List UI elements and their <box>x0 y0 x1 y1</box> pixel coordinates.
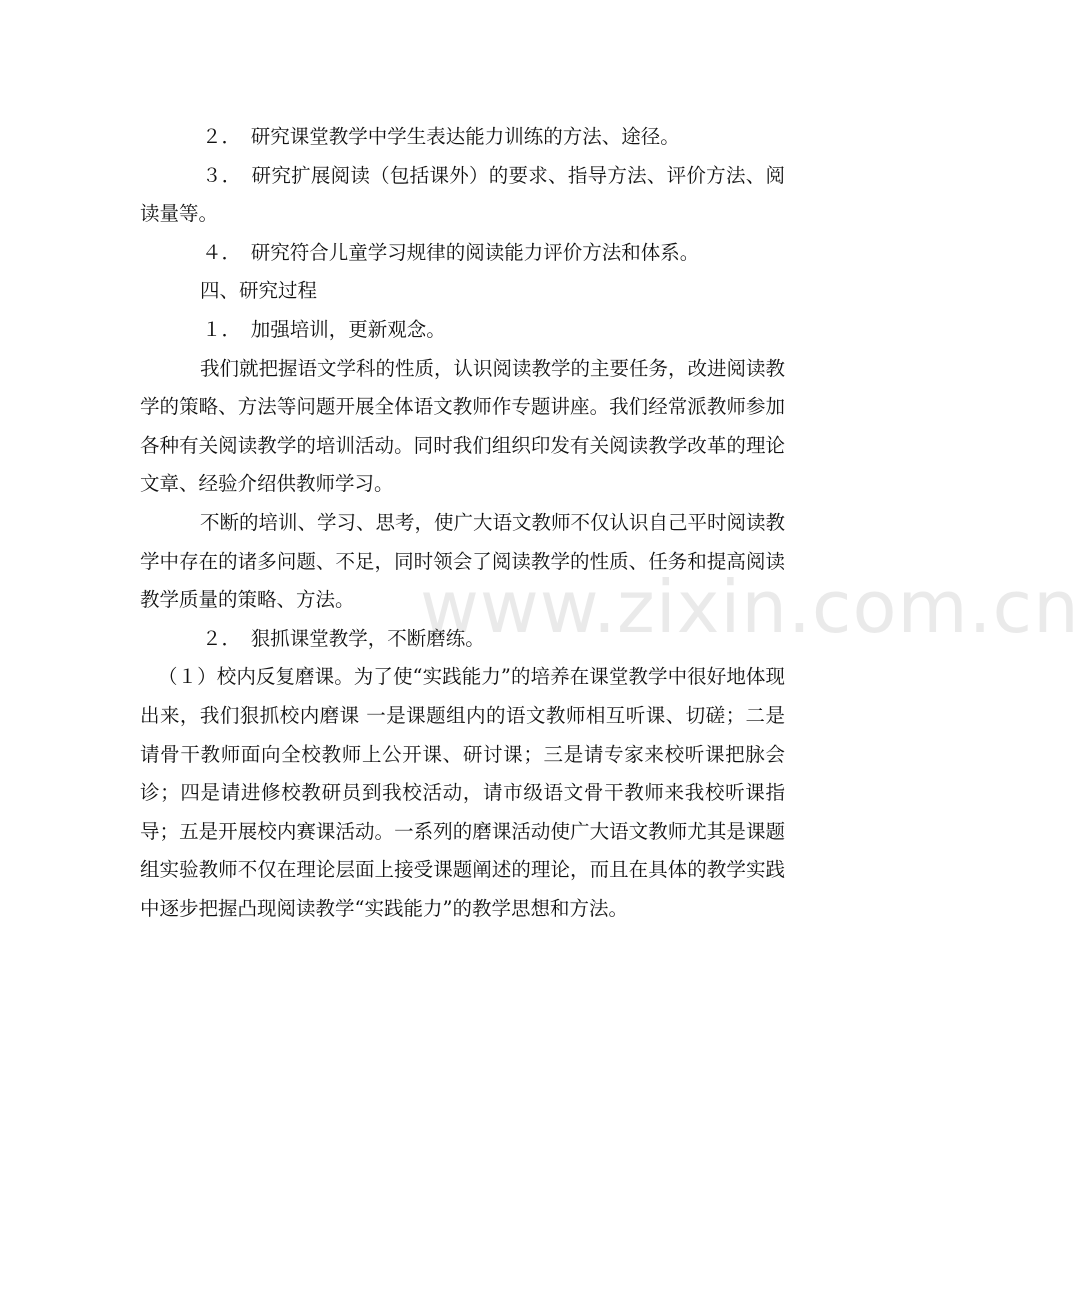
paragraph-item-4: ４． 研究符合儿童学习规律的阅读能力评价方法和体系。 <box>202 240 700 264</box>
subheading-classroom: ２． 狠抓课堂教学，不断磨练。 <box>202 626 485 650</box>
paragraph-item-3: ３． 研究扩展阅读（包括课外）的要求、指导方法、评价方法、阅读量等。 <box>140 163 785 226</box>
paragraph-training-body: 我们就把握语文学科的性质，认识阅读教学的主要任务，改进阅读教学的策略、方法等问题开展全体语文教师作专题讲座。我们经常派教师参加各种有关阅读教学的培训活动。同时我们组织印发有关阅读教学改革的理论文章、经验介绍供教师学习。 <box>140 356 786 496</box>
paragraph-training-result: 不断的培训、学习、思考，使广大语文教师不仅认识自己平时阅读教学中存在的诸多问题、不足，同时领会了阅读教学的性质、任务和提高阅读教学质量的策略、方法。 <box>140 510 786 612</box>
watermark-text: www.zixin.com.cn <box>420 565 1080 649</box>
paragraph-item-2: ２． 研究课堂教学中学生表达能力训练的方法、途径。 <box>202 125 680 148</box>
section-heading-research-process: 四、研究过程 <box>200 279 318 303</box>
subheading-training: １． 加强培训，更新观念。 <box>202 317 446 341</box>
paragraph-school-practice: （１）校内反复磨课。为了使“实践能力”的培养在课堂教学中很好地体现出来，我们狠抓校内磨课 一是课题组内的语文教师相互听课、切磋；二是请骨干教师面向全校教师上公开课、研讨课；三是请专家来校听课把脉会诊；四是请进修校教研员到我校活动，请市级语文骨干教师来我校听课指导；五是开展校内赛课活动。一系列的磨课活动使广大语文教师尤其是课题组实验教师不仅在理论层面上接受课题阐述的理论，而且在具体的教学实践中逐步把握凸现阅读教学“实践能力”的教学思想和方法。 <box>140 665 785 920</box>
document-body <box>140 118 785 928</box>
